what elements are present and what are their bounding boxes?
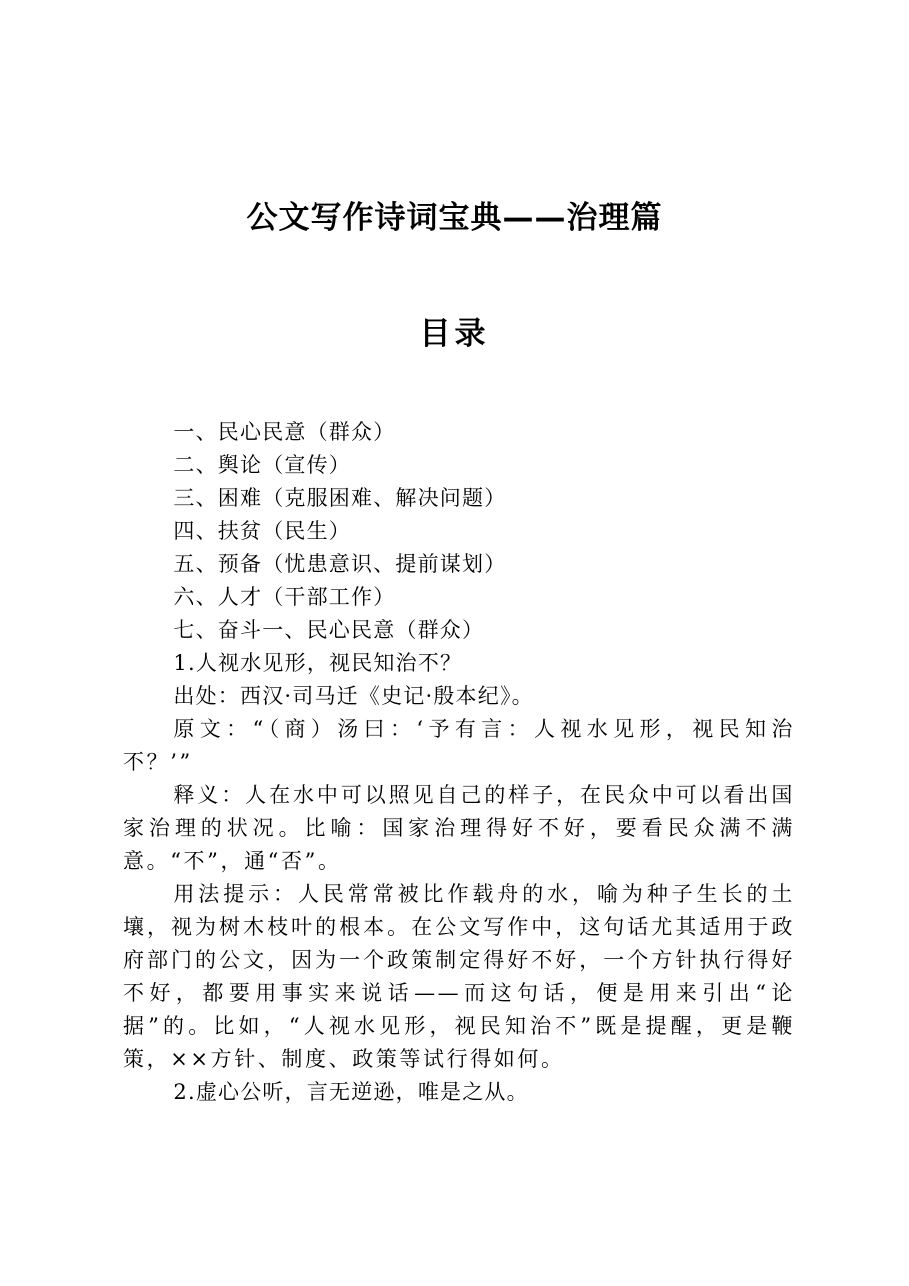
toc-item-6: 六、人才（干部工作） bbox=[173, 585, 396, 609]
document-title: 公文写作诗词宝典——治理篇 bbox=[246, 200, 663, 236]
entry-1-explanation: 释义：人在水中可以照见自己的样子，在民众中可以看出国家治理的状况。比喻：国家治理得好不好，要看民众满不满意。“不”，通“否”。 bbox=[123, 783, 795, 873]
toc-item-7: 七、奋斗一、民心民意（群众） bbox=[173, 618, 485, 642]
toc-item-2: 二、舆论（宣传） bbox=[173, 453, 351, 477]
entry-1-usage: 用法提示：人民常常被比作载舟的水，喻为种子生长的土壤，视为树木枝叶的根本。在公文写作中，这句话尤其适用于政府部门的公文，因为一个政策制定得好不好，一个方针执行得好不好，都要用事实来说话——而这句话，便是用来引出“论据”的。比如，“人视水见形，视民知治不”既是提醒，更是鞭策，××方针、制度、政策等试行得如何。 bbox=[123, 882, 795, 1071]
entry-1-original: 原文：“（商）汤曰：‘予有言：人视水见形，视民知治不？’” bbox=[123, 717, 795, 774]
document-body bbox=[123, 416, 795, 1109]
toc-heading: 目录 bbox=[419, 316, 490, 352]
entry-1-heading: 1.人视水见形，视民知治不？ bbox=[173, 651, 463, 675]
toc-item-5: 五、预备（忧患意识、提前谋划） bbox=[173, 552, 507, 576]
toc-item-4: 四、扶贫（民生） bbox=[173, 519, 351, 543]
entry-1-source: 出处：西汉·司马迁《史记·殷本纪》。 bbox=[173, 684, 534, 708]
toc-list bbox=[123, 416, 795, 647]
toc-item-1: 一、民心民意（群众） bbox=[173, 420, 396, 444]
toc-item-3: 三、困难（克服困难、解决问题） bbox=[173, 486, 507, 510]
entry-2-heading: 2.虚心公听，言无逆逊，唯是之从。 bbox=[173, 1080, 529, 1104]
